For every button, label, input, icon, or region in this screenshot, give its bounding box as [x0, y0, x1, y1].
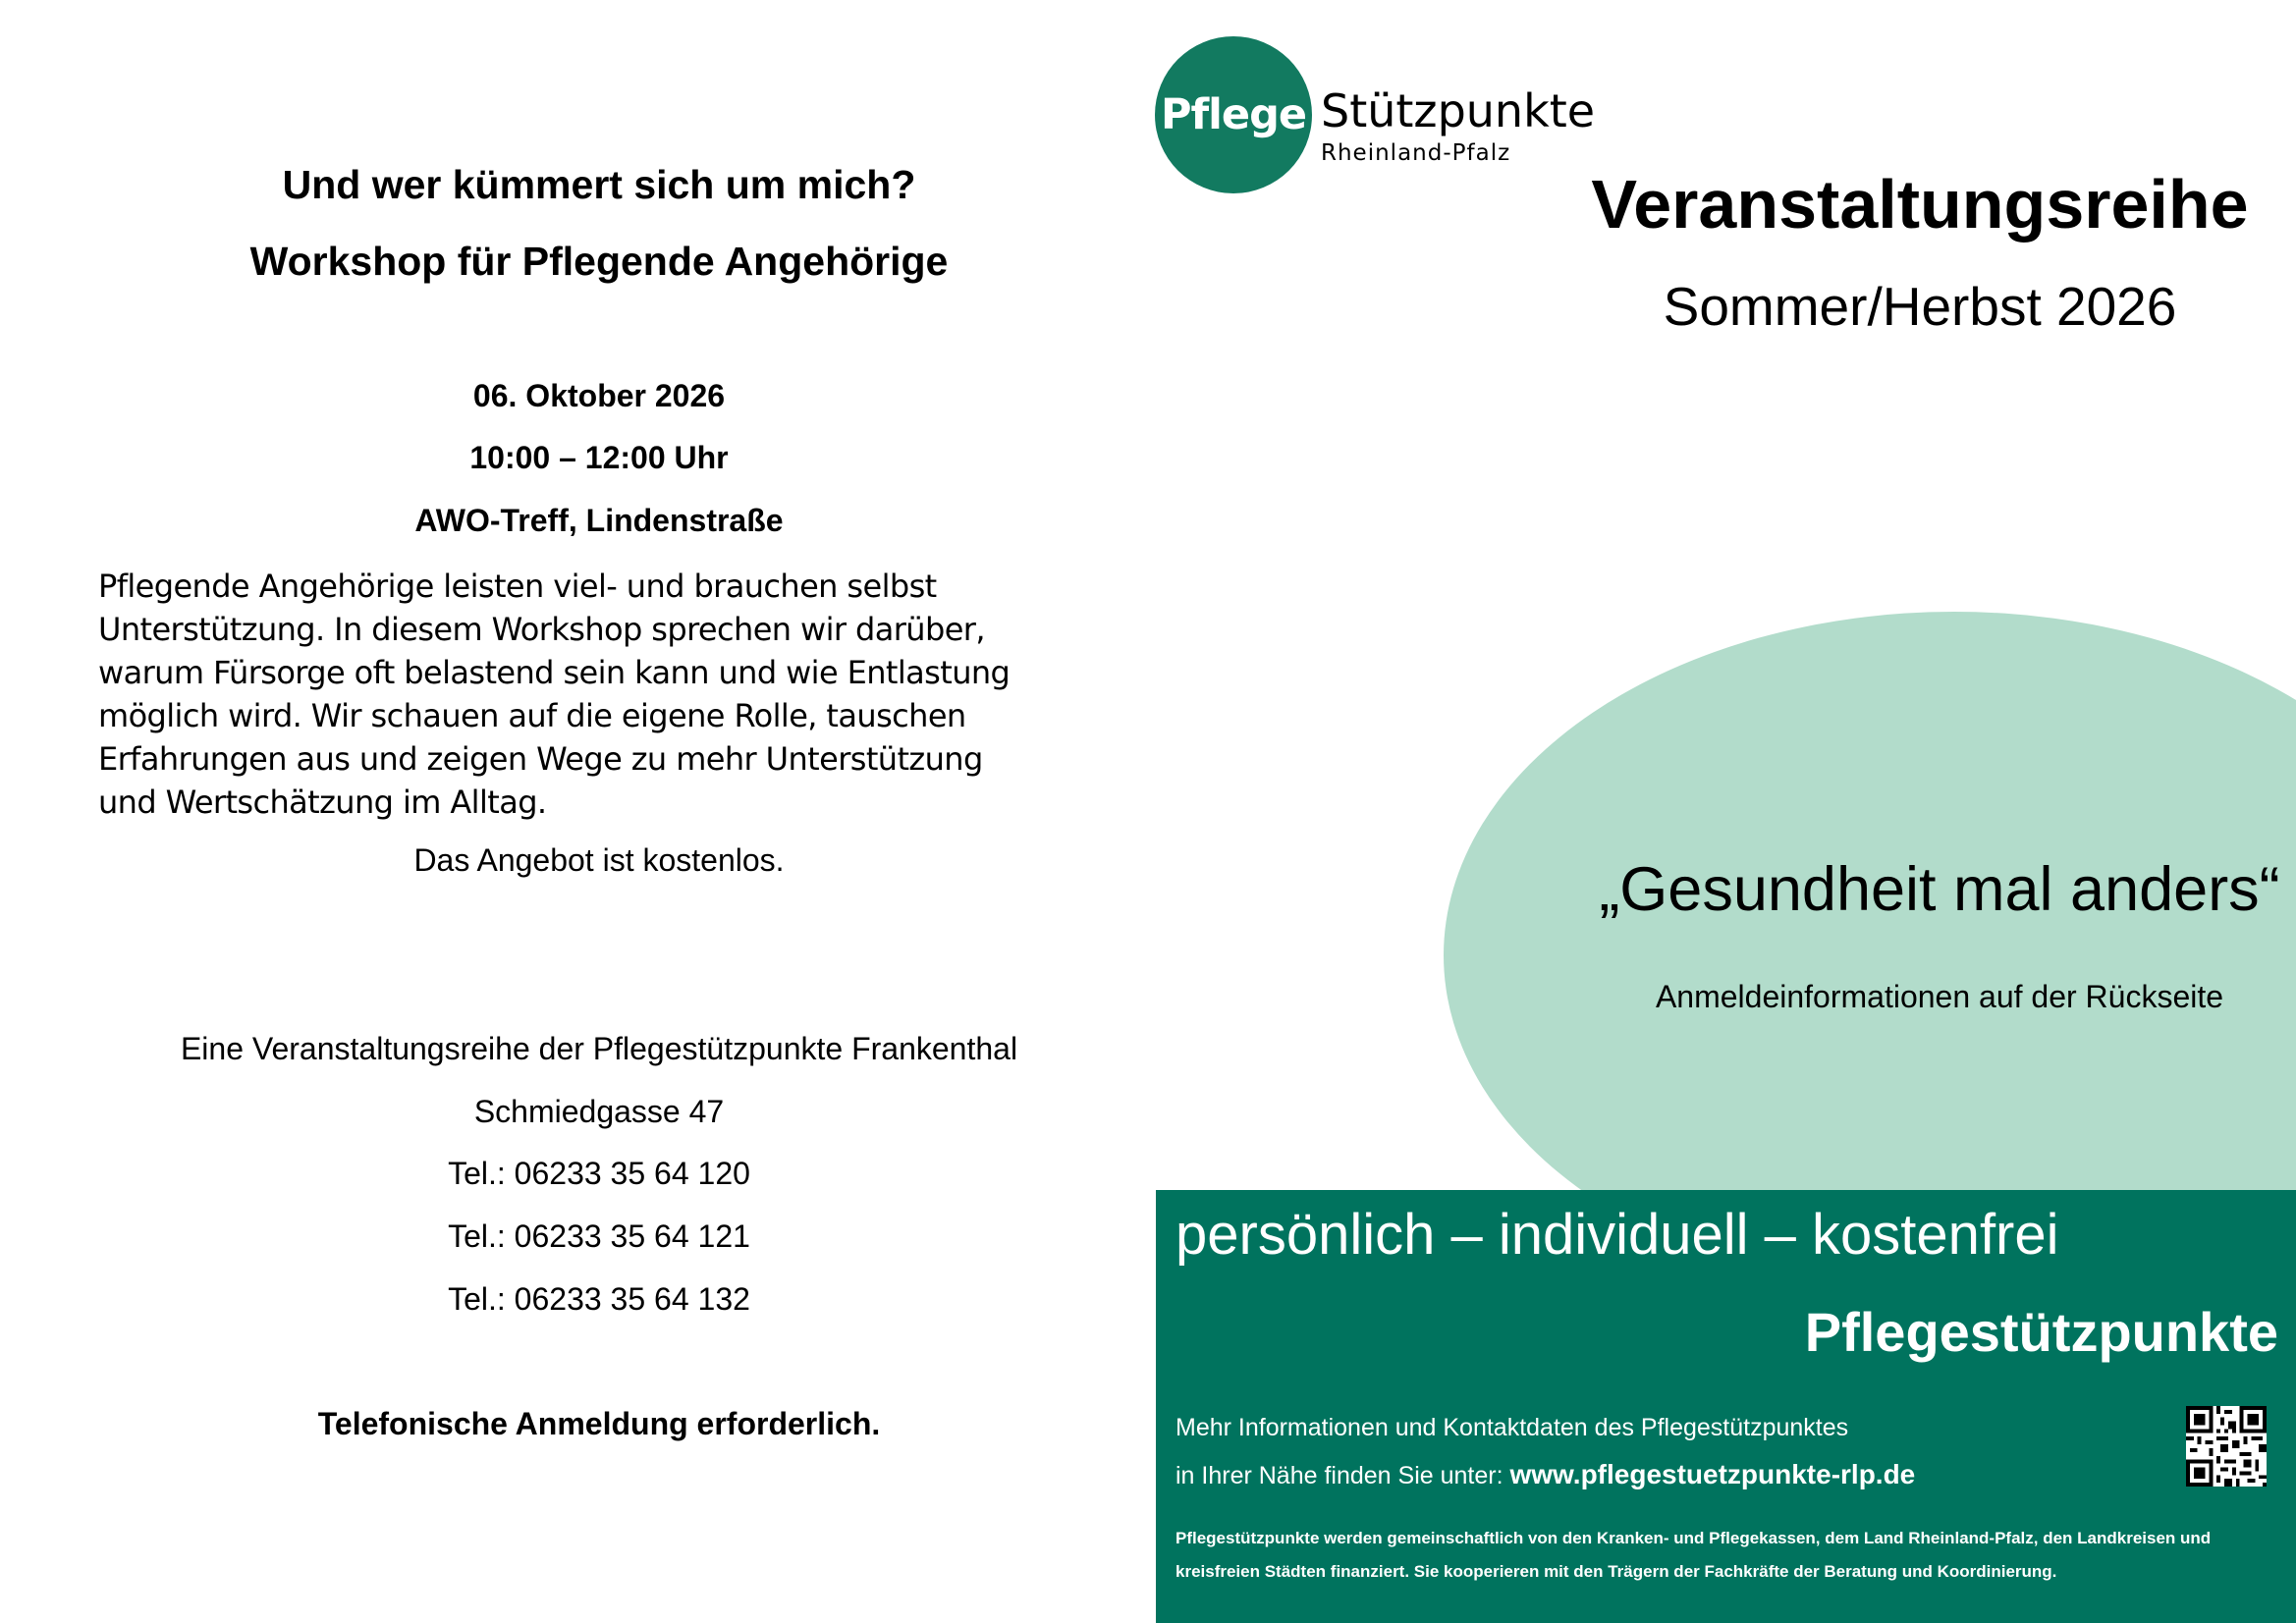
website-link[interactable]: www.pflegestuetzpunkte-rlp.de: [1509, 1459, 1916, 1489]
logo-badge: [1155, 36, 1312, 193]
event-location: AWO-Treff, Lindenstraße: [414, 503, 784, 538]
event-description: Pflegende Angehörige leisten viel- und brauchen selbst Unterstützung. In diesem Workshop sprechen wir darüber, warum Fürsorge oft belastend sein kann und wie Entlastung möglich wird. Wir schauen auf die eigene Rolle, tauschen Erfahrungen aus und zeigen Wege zu mehr Unterstützung und Wertschätzung im Alltag.: [98, 568, 1011, 821]
tagline: persönlich – individuell – kostenfrei: [1175, 1203, 2059, 1267]
logo-name: Stützpunkte: [1321, 84, 1596, 137]
organizer-address: Schmiedgasse 47: [473, 1094, 725, 1129]
logo-region: Rheinland-Pfalz: [1321, 140, 1511, 166]
registration-note: Telefonische Anmeldung erforderlich.: [317, 1406, 881, 1441]
logo-circle-text: Pflege: [1160, 90, 1307, 139]
organizer: Eine Veranstaltungsreihe der Pflegestützpunkte Frankenthal: [180, 1031, 1018, 1066]
phone-2: Tel.: 06233 35 64 121: [448, 1218, 750, 1254]
phone-3: Tel.: 06233 35 64 132: [448, 1281, 750, 1317]
phone-1: Tel.: 06233 35 64 120: [448, 1156, 750, 1191]
more-info-line-1: Mehr Informationen und Kontaktdaten des Pflegestützpunktes: [1175, 1414, 1849, 1441]
qr-code-icon: [2186, 1406, 2267, 1487]
band-title: Pflegestützpunkte: [1804, 1301, 2278, 1363]
more-info-line-2: [1175, 1459, 1915, 1490]
heading-question: Und wer kümmert sich um mich?: [282, 162, 916, 207]
event-time: 10:00 – 12:00 Uhr: [469, 440, 729, 475]
series-title: Veranstaltungsreihe: [1591, 166, 2249, 243]
footer-band: [1156, 1190, 2296, 1623]
heading-workshop: Workshop für Pflegende Angehörige: [249, 239, 949, 284]
event-date: 06. Oktober 2026: [472, 378, 726, 413]
series-season: Sommer/Herbst 2026: [1663, 276, 2177, 337]
funding-note: Pflegestützpunkte werden gemeinschaftlich von den Kranken- und Pflegekassen, dem Land Rheinland-Pfalz, den Landkreisen und kreisfreien Städten finanziert. Sie kooperieren mit den Trägern der Fachkräfte der Beratung und Koordinierung.: [1175, 1529, 2212, 1581]
signup-hint: Anmeldeinformationen auf der Rückseite: [1655, 979, 2224, 1014]
free-note: Das Angebot ist kostenlos.: [413, 842, 785, 878]
more-info-prefix: in Ihrer Nähe finden Sie unter:: [1175, 1462, 1510, 1489]
motto: „Gesundheit mal anders“: [1599, 855, 2280, 924]
